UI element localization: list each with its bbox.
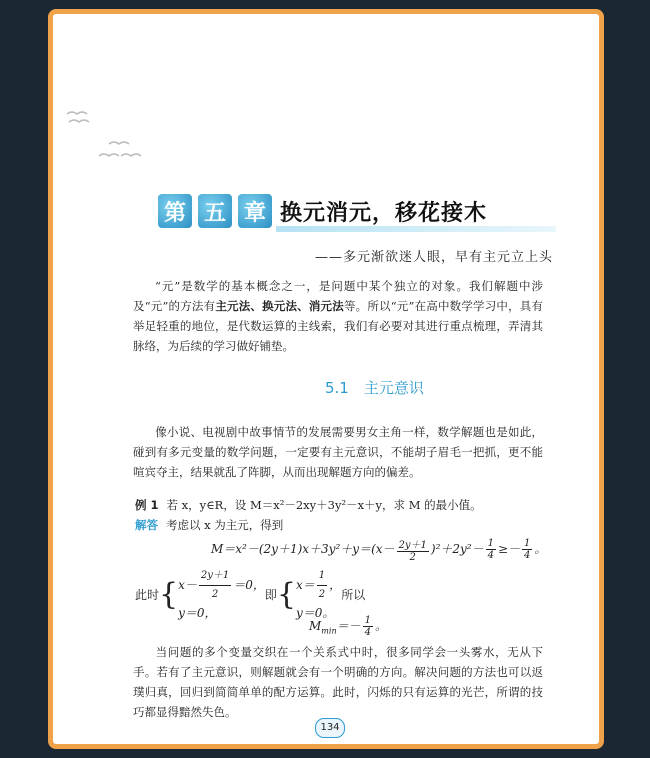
closing-paragraph bbox=[133, 642, 543, 722]
cond-fraction bbox=[199, 567, 231, 604]
cond-row1-a: x－ bbox=[178, 578, 197, 592]
min-left: M bbox=[309, 619, 322, 633]
cond-prefix: 此时 bbox=[135, 588, 160, 602]
minimum-result bbox=[309, 615, 387, 638]
birds-decoration bbox=[63, 106, 143, 176]
eq1-fraction-3 bbox=[522, 538, 532, 561]
intro-line2: 等。所以“元”在高中数学学习中，具有举足轻重的地位，是代数运算的 bbox=[133, 299, 544, 333]
eq1-frac3-num: 1 bbox=[524, 538, 531, 549]
eq1-frac2-num: 1 bbox=[487, 538, 494, 549]
cond-mid: 即 bbox=[264, 588, 277, 602]
sol-frac-den: 2 bbox=[318, 589, 326, 600]
eq1-frac2-den: 4 bbox=[487, 550, 494, 561]
sol-rows bbox=[296, 567, 341, 622]
cond-row1-b: ＝0， bbox=[233, 578, 265, 592]
chapter-subtitle: ——多元渐欲迷人眼，早有主元立上头 bbox=[315, 250, 554, 265]
cond-row2: y＝0， bbox=[178, 606, 217, 620]
sol-frac-num: 1 bbox=[317, 567, 327, 586]
page-frame bbox=[48, 9, 604, 749]
equation-completing-square bbox=[211, 536, 546, 563]
chapter-heading bbox=[158, 194, 598, 242]
answer-label: 解答 bbox=[135, 518, 158, 532]
min-frac-num: 1 bbox=[364, 615, 371, 626]
cond-rows bbox=[178, 567, 265, 622]
left-brace: { bbox=[159, 577, 179, 612]
intro-bold-methods: 主元法、换元法、消元法 bbox=[215, 299, 344, 313]
eq1-frac-num: 2y＋1 bbox=[397, 536, 429, 552]
eq1-end: 。 bbox=[534, 542, 547, 556]
eq1-tail: ≥－ bbox=[497, 542, 521, 556]
sol-fraction bbox=[317, 567, 327, 604]
cond-frac-den: 2 bbox=[211, 589, 219, 600]
min-sub: min bbox=[321, 626, 337, 636]
book-page bbox=[53, 14, 599, 744]
condition-system bbox=[135, 567, 365, 622]
eq1-paren-right: )²＋2y²－ bbox=[430, 542, 484, 556]
example-text: 若 x，y∈R，设 M＝x²－2xy＋3y²－x＋y，求 M 的最小值。 bbox=[166, 498, 482, 512]
eq1-frac3-den: 4 bbox=[524, 550, 531, 561]
eq1-frac-den: 2 bbox=[409, 552, 416, 563]
sol-row2: y＝0。 bbox=[296, 606, 335, 620]
example-label: 例 1 bbox=[135, 498, 159, 512]
intro-line3: 主线索，我们有必要对其进行重点梳理，弄清其脉络，为后续的学习做好铺垫。 bbox=[133, 319, 544, 353]
eq1-fraction bbox=[397, 536, 429, 563]
chapter-tile-1: 第 bbox=[158, 194, 192, 228]
answer-text: 考虑以 x 为主元，得到 bbox=[166, 518, 284, 532]
min-eq: ＝－ bbox=[336, 619, 361, 633]
eq1-paren-left: (x－ bbox=[371, 542, 395, 556]
min-fraction bbox=[363, 615, 373, 638]
closing-paragraph-text: 当问题的多个变量交织在一个关系式中时，很多同学会一头雾水，无从下手。若有了主元意识，则解题就会有一个明确的方向。解决问题的方法也可以返璞归真，回归到简简单单的配方运算。此时，闪烁的只有运算的光芒，所谓的技巧都显得黯然失色。 bbox=[133, 645, 543, 719]
chapter-tile-3: 章 bbox=[238, 194, 272, 228]
cond-suffix: 所以 bbox=[341, 588, 366, 602]
example-1 bbox=[135, 497, 482, 533]
left-brace-2: { bbox=[276, 577, 297, 612]
chapter-tile-2: 五 bbox=[198, 194, 232, 228]
main-paragraph-text: 像小说、电视剧中故事情节的发展需要男女主角一样，数学解题也是如此，碰到有多元变量的数学问题，一定要有主元意识，不能胡子眉毛一把抓，更不能喧宾夺主，结果就乱了阵脚，从而出现解题方向的偏差。 bbox=[133, 425, 543, 479]
eq1-left: M＝x²－(2y＋1)x＋3y²＋y＝ bbox=[211, 542, 372, 556]
min-end: 。 bbox=[374, 619, 387, 633]
intro-line1: “元”是数学的基本概念之一，是问题中某个独立的对象。我们解题中涉及“元”的方法有 bbox=[133, 279, 543, 313]
section-title: 5.1 主元意识 bbox=[325, 379, 424, 397]
page-number: 134 bbox=[315, 718, 345, 738]
chapter-title: 换元消元，移花接木 bbox=[280, 201, 488, 226]
cond-frac-num: 2y＋1 bbox=[199, 567, 231, 586]
eq1-fraction-2 bbox=[486, 538, 496, 561]
min-frac-den: 4 bbox=[364, 627, 371, 638]
main-paragraph bbox=[133, 422, 543, 482]
sol-row1-b: ， bbox=[329, 578, 342, 592]
sol-row1-a: x＝ bbox=[296, 578, 315, 592]
intro-paragraph bbox=[133, 276, 543, 356]
